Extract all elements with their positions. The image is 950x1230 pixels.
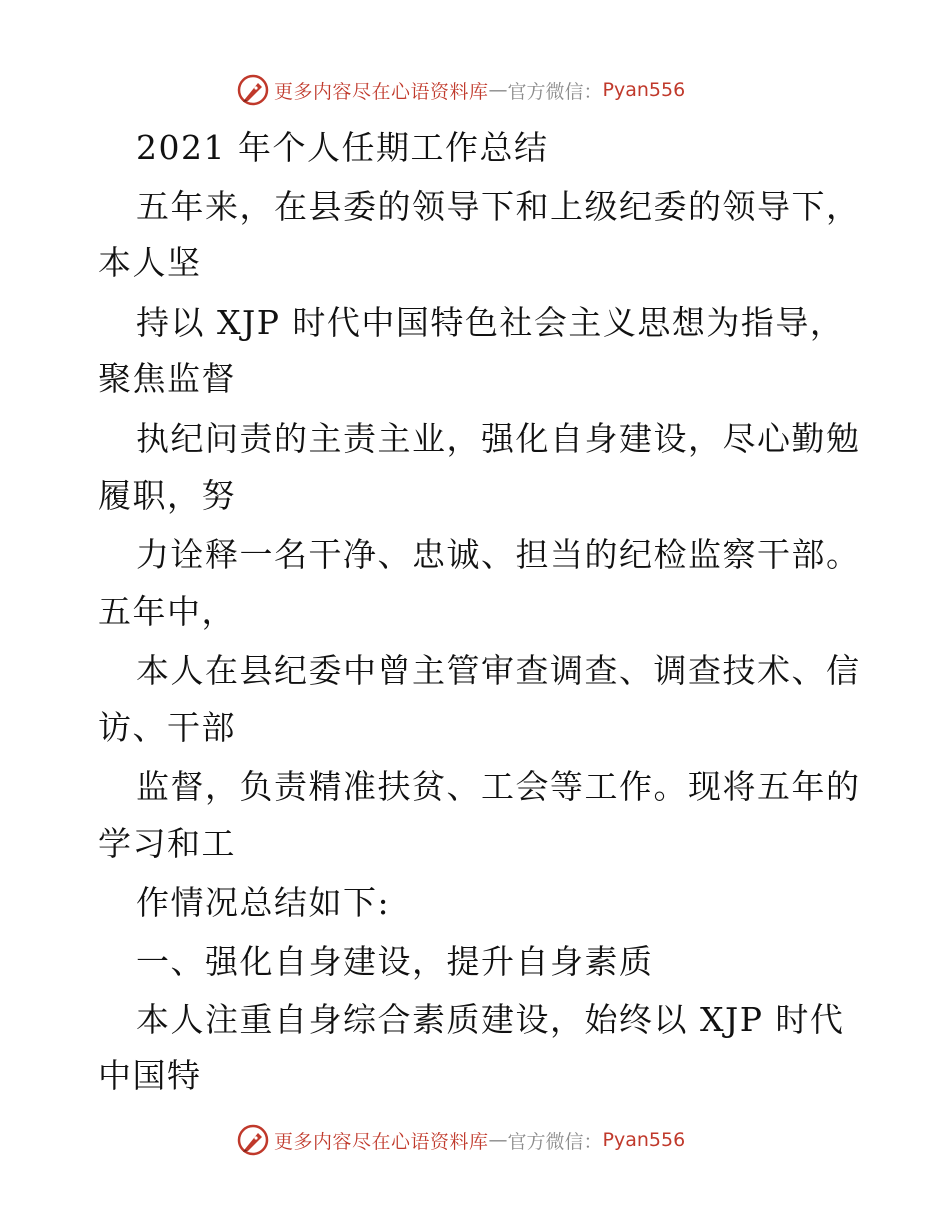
section-heading: 一、强化自身建设，提升自身素质 — [136, 942, 654, 981]
paragraph-line: 作情况总结如下: — [136, 883, 391, 922]
footer-watermark — [236, 1123, 685, 1157]
pen-nib-logo-icon — [236, 1123, 270, 1157]
paragraph-line: 中国特 — [98, 1056, 202, 1095]
paragraph-line: 访、干部 — [98, 708, 236, 747]
paragraph-line: 执纪问责的主责主业，强化自身建设，尽心勤勉 — [136, 419, 861, 458]
paragraph-line: 本人在县纪委中曾主管审查调查、调查技术、信 — [136, 651, 861, 690]
paragraph-line: 五年来，在县委的领导下和上级纪委的领导下， — [136, 187, 861, 226]
paragraph-line: 力诠释一名干净、忠诚、担当的纪检监察干部。 — [136, 535, 861, 574]
watermark-separator: — — [488, 79, 508, 101]
paragraph-line: 本人坚 — [98, 243, 202, 282]
paragraph-line: 持以 XJP 时代中国特色社会主义思想为指导， — [136, 303, 845, 342]
watermark-separator: — — [488, 1129, 508, 1151]
header-watermark — [236, 73, 685, 107]
paragraph-line: 聚焦监督 — [98, 359, 236, 398]
document-title: 2021 年个人任期工作总结 — [136, 128, 549, 167]
watermark-contact-id: Pyan556 — [602, 79, 686, 101]
paragraph-line: 履职，努 — [98, 476, 236, 515]
watermark-brand-text: 更多内容尽在心语资料库 — [274, 80, 489, 103]
pen-nib-logo-icon — [236, 73, 270, 107]
paragraph-line: 本人注重自身综合素质建设，始终以 XJP 时代 — [136, 1000, 845, 1039]
paragraph-line: 监督，负责精准扶贫、工会等工作。现将五年的 — [136, 767, 861, 806]
watermark-contact-label: 官方微信： — [507, 1130, 603, 1153]
watermark-contact-id: Pyan556 — [602, 1129, 686, 1151]
paragraph-line: 五年中， — [98, 592, 236, 631]
paragraph-line: 学习和工 — [98, 824, 236, 863]
watermark-contact-label: 官方微信： — [507, 80, 603, 103]
watermark-brand-text: 更多内容尽在心语资料库 — [274, 1130, 489, 1153]
